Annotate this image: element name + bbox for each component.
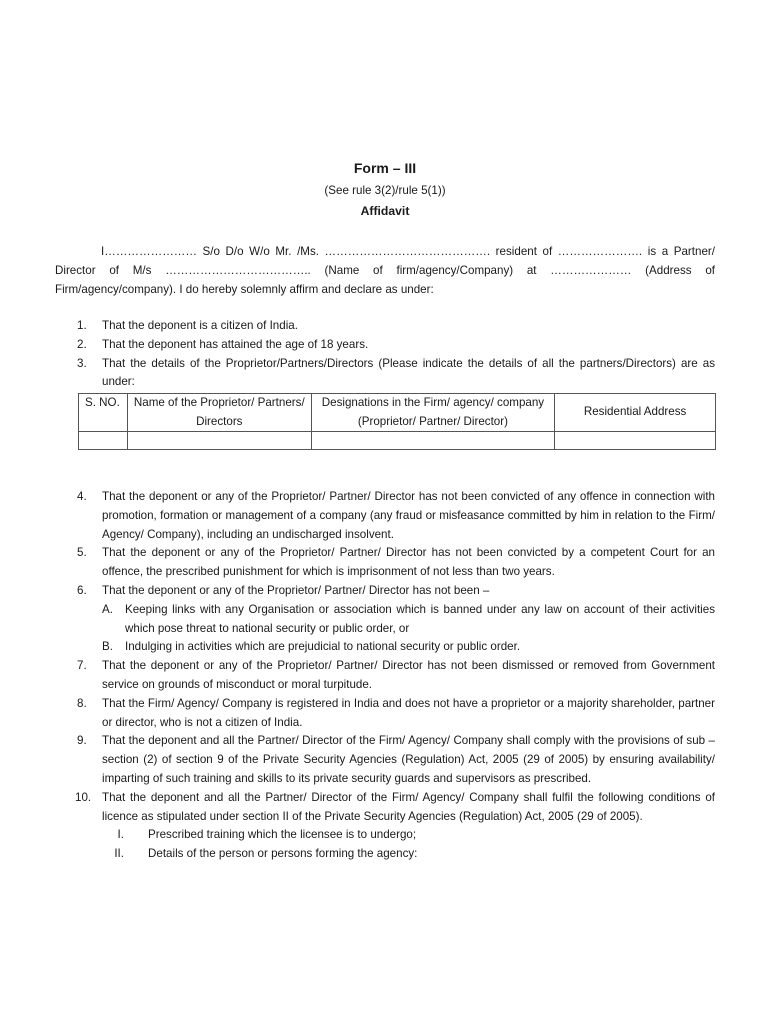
item-text: That the Firm/ Agency/ Company is registered in India and does not have a proprietor or a majority shareholder, partner or director, who is not a citizen of India. [102,696,715,729]
column-header-designation: Designations in the Firm/ agency/ company (Proprietor/ Partner/ Director) [311,394,555,432]
item-text: That the details of the Proprietor/Partners/Directors (Please indicate the details of all the partners/Directors) are as under: [102,356,715,389]
sub-list-item [55,826,715,845]
list-item [55,336,715,355]
sub-item-numeral: II. [114,847,124,861]
item-number: 2. [77,337,87,351]
table-cell[interactable] [555,432,716,450]
table-header-row [79,394,716,432]
list-item [55,317,715,336]
declaration-list-part-2 [55,488,715,864]
item-number: 5. [77,546,87,560]
item-number: 1. [77,319,87,332]
column-header-address: Residential Address [555,394,716,432]
list-item [55,488,715,544]
list-item [55,657,715,695]
item-number: 4. [77,490,87,503]
item-text: That the deponent or any of the Proprietor/ Partner/ Director has not been convicted of any offence in connection with promotion, formation or management of a company (any fraud or misfeasance committed by him in relation to the Firm/ Agency/ Company), including an undischarged insolvent. [102,490,715,541]
sub-list-10 [55,826,715,864]
table-cell[interactable] [311,432,555,450]
intro-paragraph: I…………………… S/o D/o W/o Mr. /Ms. ……………………………………. resident of …………………. is a Partner/ Director of M/s ……………………………….. (Name of firm/agency/Company) at ………………… (Address of Firm/agency/company). I do hereby solemnly affirm and declare as under: [55,245,715,296]
partners-details-table [78,393,716,450]
column-header-serial-no: S. NO. [79,394,128,432]
form-title: Form – III [353,160,417,176]
table-cell[interactable] [79,432,128,450]
sub-item-text: Indulging in activities which are prejudicial to national security or public order. [125,640,521,654]
list-item [55,789,715,864]
list-item [55,355,715,393]
list-item [55,582,715,657]
sub-list-item [102,638,715,657]
sub-list-item [55,845,715,864]
sub-list-6 [102,601,715,657]
list-item [55,544,715,582]
sub-item-letter: A. [102,602,113,616]
sub-item-text: Keeping links with any Organisation or association which is banned under any law on account of their activities which pose threat to national security or public order, or [125,602,715,635]
sub-item-text: Details of the person or persons forming the agency: [148,847,418,861]
sub-item-letter: B. [102,640,113,654]
item-text: That the deponent and all the Partner/ Director of the Firm/ Agency/ Company shall fulfil the following conditions of licence as stipulated under section II of the Private Security Agencies (Regulation) Act, 2005 (29 of 2005). [102,790,715,823]
item-number: 9. [77,734,87,748]
affidavit-heading: Affidavit [360,204,410,218]
item-number: 10. [75,790,92,804]
item-number: 6. [77,583,87,597]
table-cell[interactable] [127,432,311,450]
item-text: That the deponent is a citizen of India. [102,319,298,332]
item-text: That the deponent or any of the Proprietor/ Partner/ Director has not been convicted by a competent Court for an offence, the prescribed punishment for which is imprisonment of not less than two years. [102,546,715,579]
declaration-list-part-1 [55,317,715,392]
column-header-name: Name of the Proprietor/ Partners/ Directors [127,394,311,432]
sub-item-text: Prescribed training which the licensee is to undergo; [148,828,417,842]
item-number: 3. [77,356,87,370]
sub-item-numeral: I. [117,828,124,842]
sub-list-item [102,601,715,639]
list-item [55,695,715,733]
item-text: That the deponent has attained the age of 18 years. [102,337,369,351]
item-text: That the deponent and all the Partner/ Director of the Firm/ Agency/ Company shall comply with the provisions of sub – section (2) of section 9 of the Private Security Agencies (Regulation) Act, 2005 (29 of 2005) by ensuring availability/ imparting of such training and skills to its private security guards and supervisors as prescribed. [102,734,715,785]
item-text: That the deponent or any of the Proprietor/ Partner/ Director has not been dismissed or removed from Government service on grounds of misconduct or moral turpitude. [102,659,715,691]
item-number: 8. [77,696,87,710]
form-rule-reference: (See rule 3(2)/rule 5(1)) [324,184,446,197]
item-text: That the deponent or any of the Proprietor/ Partner/ Director has not been – [102,583,490,597]
table-row [79,432,716,450]
list-item [55,732,715,788]
item-number: 7. [77,659,87,673]
